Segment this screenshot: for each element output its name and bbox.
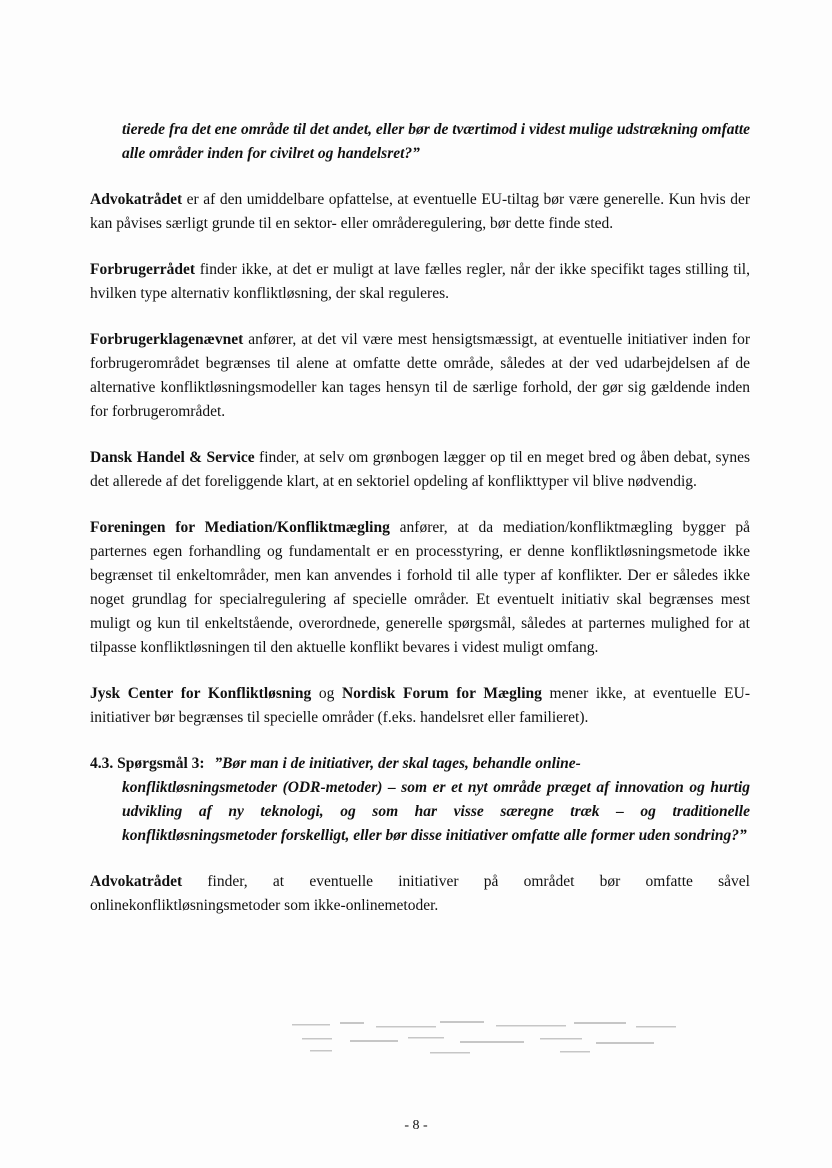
paragraph-forbrugerklagenaevnet: [90, 328, 750, 424]
org-name: Dansk Handel & Service: [90, 449, 255, 466]
paragraph-foreningen-mediation: [90, 516, 750, 660]
scan-smudge: [290, 1018, 710, 1058]
org-name: Jysk Center for Konfliktløsning: [90, 685, 312, 702]
paragraph-text: er af den umiddelbare opfattelse, at eventuelle EU-tiltag bør være generelle. Kun hvis der kan påvises særligt grunde til en sektor- eller områderegulering, bør dette finde sted.: [90, 191, 750, 232]
question-label: Spørgsmål 3:: [117, 755, 205, 772]
paragraph-text: finder ikke, at det er muligt at lave fælles regler, når der ikke specifikt tages stilling til, hvilken type alternativ konfliktløsning, der skal reguleres.: [90, 261, 750, 302]
paragraph-advokatraadet-2: [90, 870, 750, 918]
org-name: Advokatrådet: [90, 191, 183, 208]
org-name: Advokatrådet: [90, 873, 183, 890]
question-first-line: ”Bør man i de initiativer, der skal tages, behandle online-: [214, 755, 581, 772]
paragraph-text: og: [311, 685, 342, 702]
paragraph-jysk-nordisk: [90, 682, 750, 730]
question-block: [90, 752, 750, 848]
paragraph-dansk-handel-service: [90, 446, 750, 494]
paragraph-text: finder, at eventuelle initiativer på området bør omfatte såvel onlinekonfliktløsningsmetoder som ikke-onlinemetoder.: [90, 873, 750, 914]
question-text: konfliktløsningsmetoder (ODR-metoder) – som er et nyt område præget af innovation og hurtig udvikling af ny teknologi, og som har visse særegne træk – og traditionelle konfliktløsningsmetoder forskelligt, eller bør disse initiativer omfatte alle former uden sondring?”: [122, 779, 750, 844]
paragraph-text: anfører, at det vil være mest hensigtsmæssigt, at eventuelle initiativer inden for forbrugerområdet begrænses til alene at omfatte dette område, således at der ved udarbejdelsen af de alternative konfliktløsningsmodeller kan tages hensyn til de særlige forhold, der gør sig gældende inden for forbrugerområdet.: [90, 331, 750, 420]
org-name: Forbrugerklagenævnet: [90, 331, 244, 348]
question-number: 4.3.: [90, 755, 114, 772]
org-name: Nordisk Forum for Mægling: [341, 685, 542, 702]
paragraph-text: finder, at selv om grønbogen lægger op til en meget bred og åben debat, synes det allerede af det foreliggende klart, at en sektoriel opdeling af konflikttyper vil blive nødvendig.: [90, 449, 750, 490]
org-name: Foreningen for Mediation/Konfliktmægling: [90, 519, 390, 536]
paragraph-text: mener ikke, at eventuelle EU-initiativer bør begrænses til specielle områder (f.eks. handelsret eller familieret).: [90, 685, 750, 726]
page-number: - 8 -: [404, 1118, 428, 1133]
paragraph-forbrugerraadet: [90, 258, 750, 306]
document-body: [90, 118, 750, 940]
org-name: Forbrugerrådet: [90, 261, 196, 278]
paragraph-text: anfører, at da mediation/konfliktmægling bygger på parternes egen forhandling og fundamentalt er en processtyring, er denne konfliktløsningsmetode ikke begrænset til enkeltområder, men kan anvendes i forhold til alle typer af konflikter. Der er således ikke noget grundlag for specialregulering af specielle områder. Et eventuelt initiativ skal begrænses mest muligt og kun til enkeltstående, overordnede, generelle spørgsmål, således at parternes mulighed for at tilpasse konfliktløsningen til den aktuelle konflikt bevares i videst muligt omfang.: [90, 519, 750, 656]
paragraph-advokatraadet-1: [90, 188, 750, 236]
question-continuation-text: tierede fra det ene område til det andet, eller bør de tværtimod i videst mulige udstrækning omfatte alle områder inden for civilret og handelsret?”: [122, 121, 750, 162]
